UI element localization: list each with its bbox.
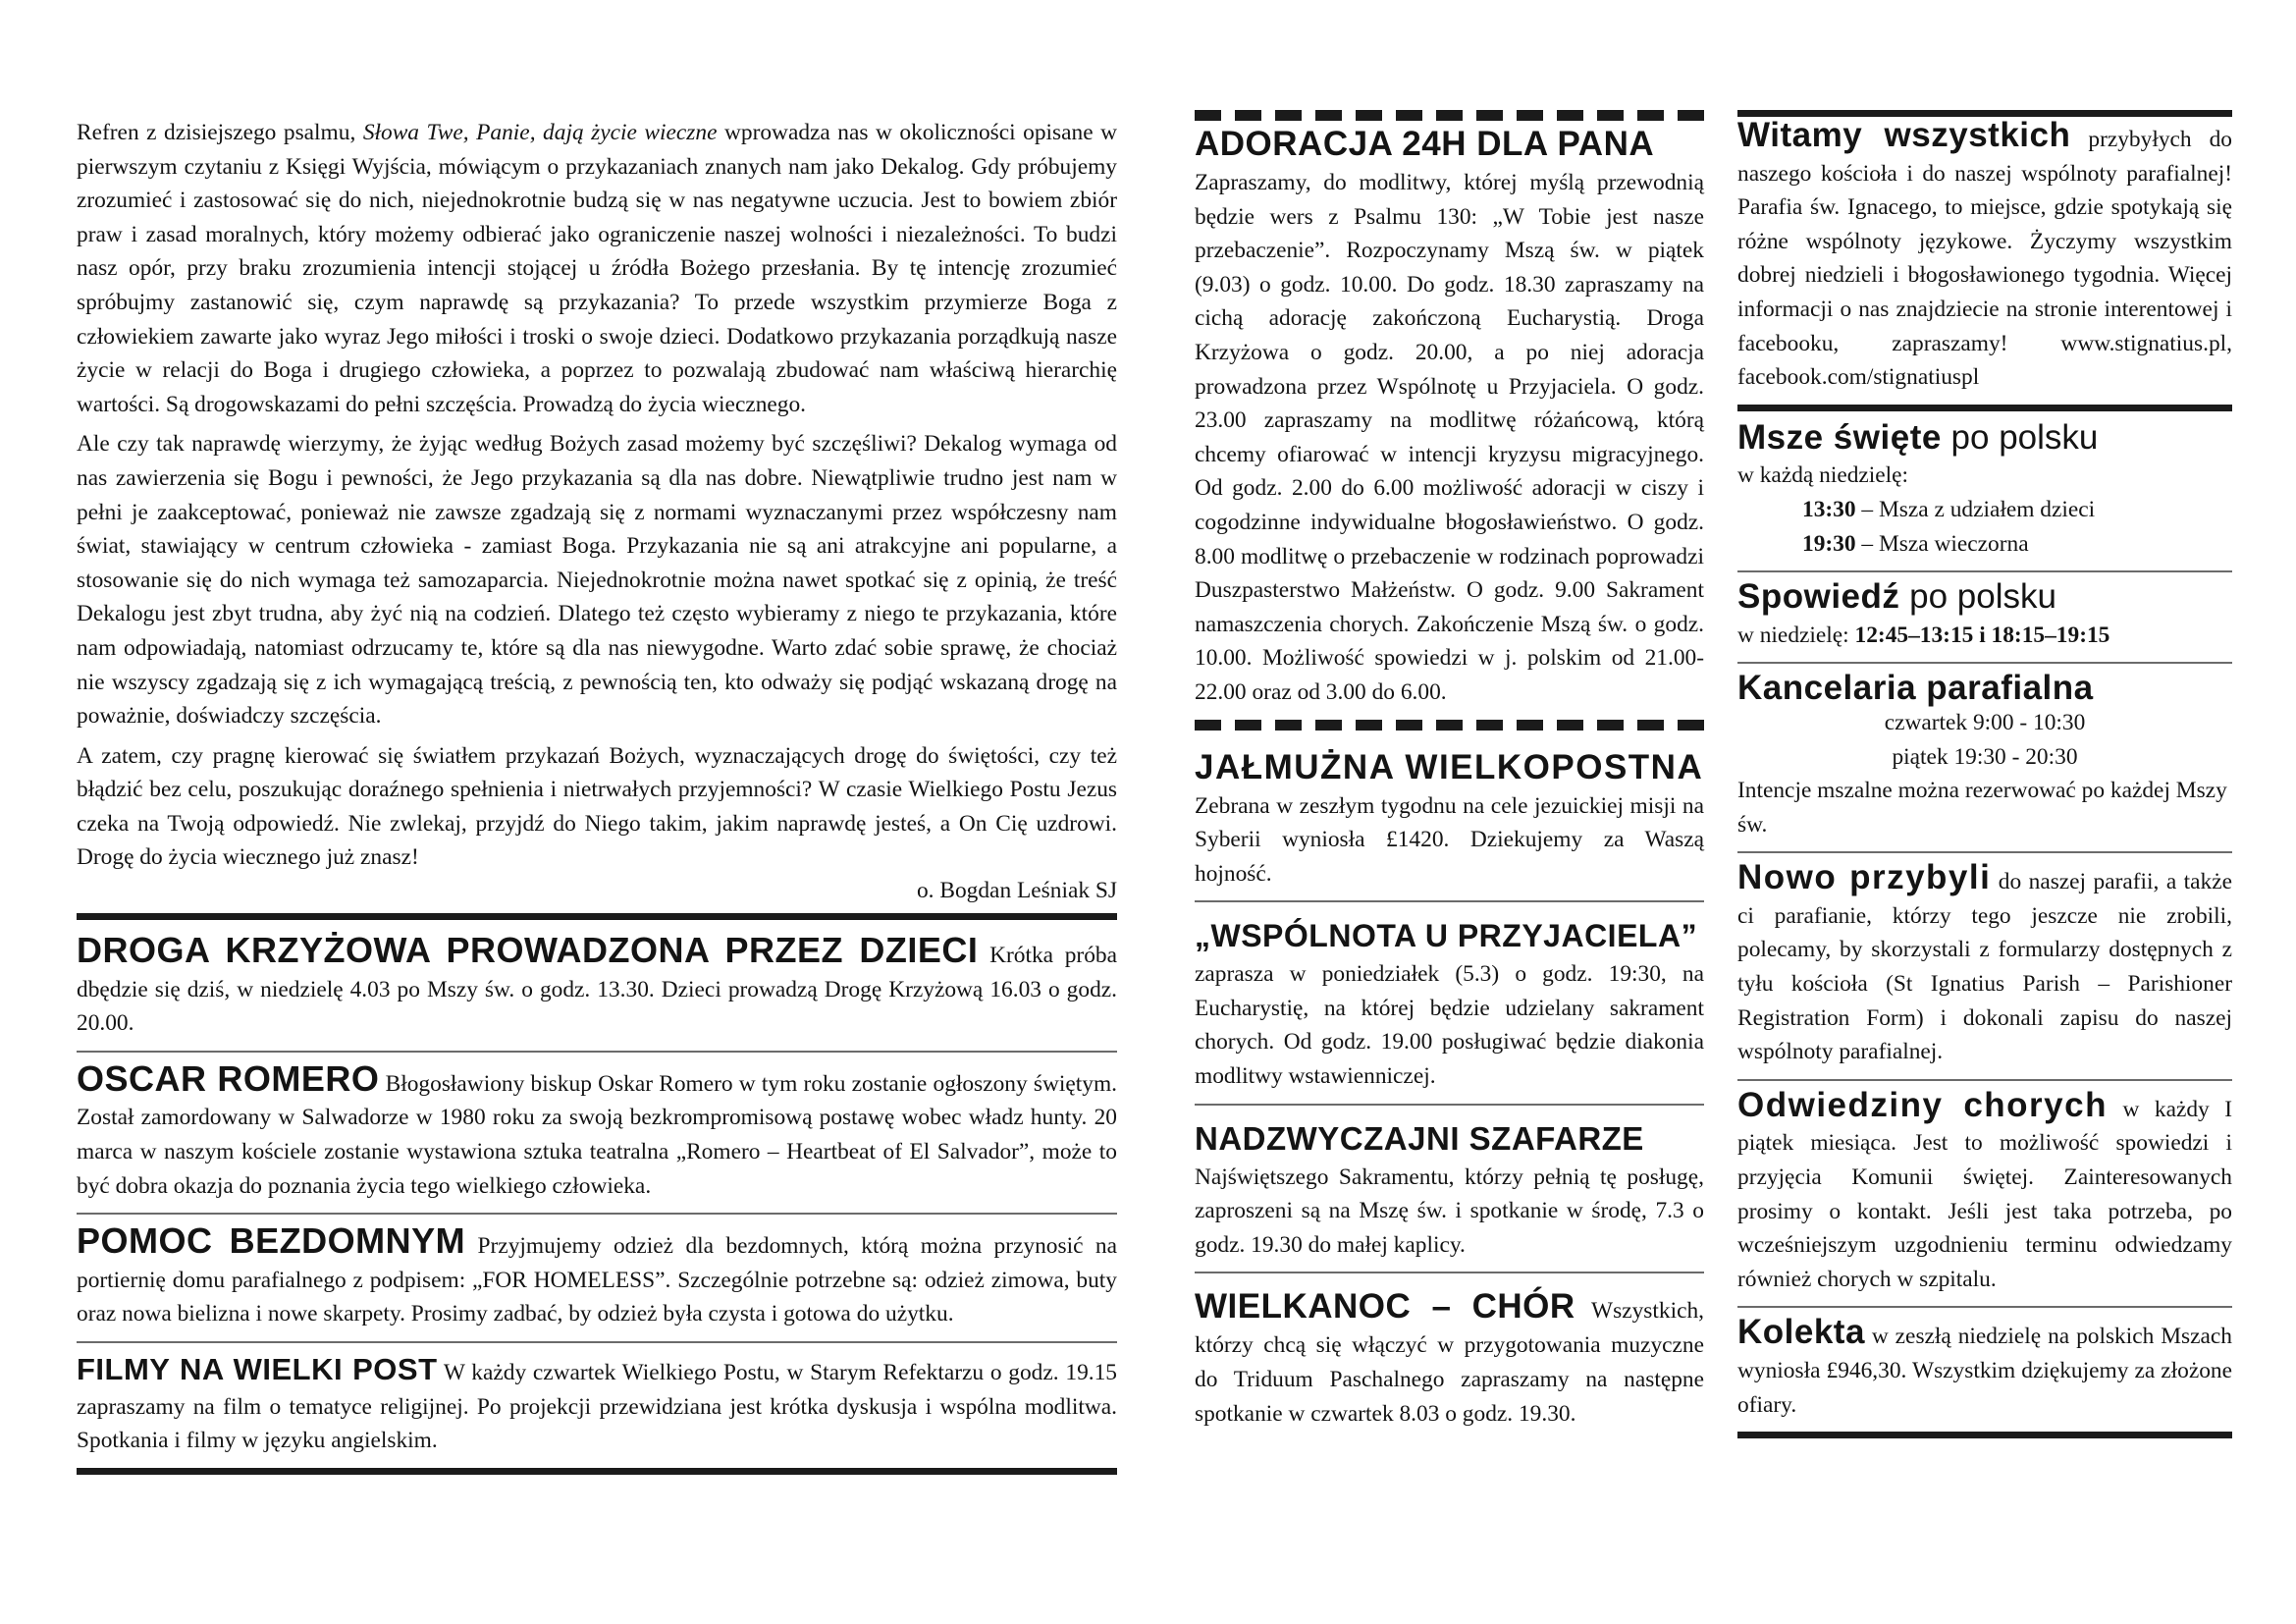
masses-title: Msze święte [1737,417,1942,457]
right-column [1737,110,2232,1438]
reflection-paragraph-1 [77,116,1117,421]
mass-desc: – Msza wieczorna [1855,530,2029,557]
collection-block [1737,1308,2232,1432]
notice-pomoc-bezdomnym [77,1215,1117,1341]
notice-text: Przyjmujemy odzież dla bezdomnych, którą można przynosić na portiernię domu parafialnego z podpisem: „FOR HOMELESS”. Szczególnie potrzebne są: odzież zimowa, buty oraz nowa bielizna i nowe skarpety. Prosimy zadbać, by odzież była czysta i gotowa do użytku. [77,1233,1117,1327]
psalm-refrain: Słowa Twe, Panie, dają życie wieczne [362,120,718,145]
article-signature: o. Bogdan Leśniak SJ [916,878,1117,904]
masses-intro: w każdą niedzielę: [1737,462,1909,489]
reflection-p1-rest: wprowadza nas w okoliczności opisane w pierwszym czytaniu z Księgi Wyjścia, mówiącym o przykazaniach znanych nam jako Dekalog. Gdy próbujemy zrozumieć i zastosować się do nich, niejednokrotnie budzą się w nas negatywne uczucia. Jest to bowiem zbiór praw i zasad moralnych, który możemy odbierać jako ograniczenie naszej wolności i niezależności. To budzi nasz opór, przy braku zrozumienia intencji stojącej u źródła Bożego przesłania. By tę intencję zrozumieć spróbujmy zastanowić się, czym naprawdę są przykazania? To przede wszystkim przymierze Boga z człowiekiem zawarte jako wyraz Jego miłości i troski o swoje dzieci. Dodatkowo przykazania porządkują nasze życie w relacji do Boga i drugiego człowieka, a poprzez to pozwalają zbudować nam właściwą hierarchię wartości. Są drogowskazami do pełni szczęścia. Prowadzą do życia wiecznego. [77,120,1117,417]
collection-text: w zeszłą niedzielę na polskich Mszach wyniosła £946,30. Wszystkim dziękujemy za złożone ofiary. [1737,1324,2232,1418]
reflection-article [77,116,1117,907]
sick-visits-title: Odwiedziny chorych [1737,1085,2108,1124]
mass-time: 13:30 [1802,496,1856,522]
notice-title: OSCAR ROMERO [77,1057,380,1099]
office-title: Kancelaria parafialna [1737,669,2094,708]
notice-text: Najświętszego Sakramentu, którzy pełnią tę posługę, zaproszeni są na Mszę św. i spotkanie w środę, 7.3 o godz. 19.30 do małej kaplicy. [1195,1164,1704,1258]
notice-title: POMOC BEZDOMNYM [77,1220,466,1262]
welcome-block [1737,117,2232,405]
notice-text: Zebrana w zeszłym tygodnu na cele jezuickiej misji na Syberii wyniosła £1420. Dziekujemy za Waszą hojność. [1195,792,1704,887]
sick-visits-block [1737,1081,2232,1307]
confession-label: w niedzielę: [1737,622,1855,648]
section-divider-thick [77,1468,1117,1475]
reflection-p1-start: Refren z dzisiejszego psalmu, [77,120,363,145]
notice-title: JAŁMUŻNA WIELKOPOSTNA [1195,747,1704,786]
section-divider-thick [1737,1432,2232,1438]
sick-visits-text: w każdy I piątek miesiąca. Jest to możliwość spowiedzi i przyjęcia Komunii świętej. Zainteresowanych prosimy o kontakt. Jeśli jest taka potrzeba, po wcześniejszym uzgodnieniu terminu odwiedzamy również chorych w szpitalu. [1737,1096,2232,1292]
confession-block [1737,572,2232,662]
notice-filmy [77,1343,1117,1468]
notice-adoracja [1195,121,1704,720]
notice-jalmuzna [1195,731,1704,901]
notice-text: zaprasza w poniedziałek (5.3) o godz. 19:30, na Eucharystię, na której będzie udzielany sakrament chorych. Od godz. 19.00 posługiwać będzie diakonia modlitwy wstawienniczej. [1195,961,1704,1090]
welcome-title: Witamy wszystkich [1737,116,2071,154]
confession-subtitle: po polsku [1899,577,2056,617]
notice-szafarze [1195,1106,1704,1272]
reflection-paragraph-3: A zatem, czy pragnę kierować się światłem przykazań Bożych, wyznaczających drogę do świętości, czy też błądzić bez celu, poszukując doraźnego spełnienia i nietrwałych przyjemności? W czasie Wielkiego Postu Jezus czeka na Twoją odpowiedź. Nie zwlekaj, przyjdź do Niego takim, jakim naprawdę jesteś, a On Cię uzdrowi. Drogę do życia wiecznego już znasz! [77,742,1117,871]
office-block [1737,664,2232,851]
confession-times: 12:45–13:15 i 18:15–19:15 [1854,622,2110,648]
welcome-text: przybyłych do naszego kościoła i do naszej wspólnoty parafialnej! Parafia św. Ignacego, to miejsce, gdzie spotykają się różne wspólnoty językowe. Życzymy wszystkim dobrej niedzieli i błogosławionego tygodnia. Więcej informacji o nas znajdziecie na stronie interentowej i facebooku, zapraszamy! www.stignatius.pl, facebook.com/stignatiuspl [1737,127,2232,391]
dashed-divider [1195,720,1704,731]
dashed-divider [1195,110,1704,121]
notice-title: DROGA KRZYŻOWA PROWADZONA PRZEZ DZIECI [77,930,979,971]
newcomers-title: Nowo przybyli [1737,858,1992,897]
left-column [77,116,1117,1475]
notice-wielkanoc-chor [1195,1273,1704,1440]
notice-title: WIELKANOC – CHÓR [1195,1287,1575,1326]
notice-text: Wszystkich, którzy chcą się włączyć w przygotowania muzyczne do Triduum Paschalnego zapraszamy na następne spotkanie w czwartek 8.03 o godz. 19.30. [1195,1298,1704,1427]
confession-title: Spowiedź [1737,577,1900,617]
masses-subtitle: po polsku [1941,417,2099,457]
mass-time: 19:30 [1802,530,1856,557]
collection-title: Kolekta [1737,1313,1865,1352]
notice-text: Błogosławiony biskup Oskar Romero w tym roku zostanie ogłoszony świętym. Został zamordowany w Salwadorze w 1980 roku za swoją bezkrompromisową postawę wobec władz hunty. 20 marca w naszym kościele zostanie wystawiona sztuka teatralna „Romero – Heartbeat of El Salvador”, może to być dobra okazja do poznania życia tego wielkiego człowieka. [77,1070,1118,1199]
notice-title: NADZWYCZAJNI SZAFARZE [1195,1119,1644,1157]
masses-block [1737,411,2232,570]
office-hours-1: czwartek 9:00 - 10:30 [1884,709,2086,735]
newcomers-text: do naszej parafii, a także ci parafianie, którzy tego jeszcze nie zrobili, polecamy, by skorzystali z formularzy dostępnych z tyłu kościoła (St Ignatius Parish – Parishioner Registration Form) i dokonali zapisu do naszej wspólnoty parafialnej. [1737,869,2232,1065]
office-text: Intencje mszalne można rezerwować po każdej Mszy św. [1737,778,2227,838]
section-divider-thick [1737,405,2232,411]
office-hours-2: piątek 19:30 - 20:30 [1892,743,2078,770]
mass-desc: – Msza z udziałem dzieci [1855,496,2096,522]
notice-droga-krzyzowa [77,920,1117,1051]
notice-oscar-romero [77,1053,1117,1213]
mass-row [1737,493,2232,527]
notice-wspolnota [1195,902,1704,1103]
notice-title: FILMY NA WIELKI POST [77,1352,438,1386]
newcomers-block [1737,853,2232,1079]
notice-text: W każdy czwartek Wielkiego Postu, w Starym Refektarzu o godz. 19.15 zapraszamy na film o tematyce religijnej. Po projekcji przewidziana jest krótka dyskusja i wspólna modlitwa. Spotkania i filmy w języku angielskim. [77,1360,1118,1454]
notice-text: Krótka próba dbędzie się dziś, w niedzielę 4.03 po Mszy św. o godz. 13.30. Dzieci prowadzą Drogę Krzyżową 16.03 o godz. 20.00. [77,943,1117,1037]
reflection-paragraph-2: Ale czy tak naprawdę wierzymy, że żyjąc według Bożych zasad możemy być szczęśliwi? Dekalog wymaga od nas zawierzenia się Bogu i pewności, że Jego przykazania są dla nas dobre. Niewątpliwie trudno jest nam w pełni je zaakceptować, ponieważ nie zawsze zgadzają się z normami wyznaczanymi przez współczesny nam świat, stawiający w centrum człowieka - zamiast Boga. Przykazania nie są ani atrakcyjne ani popularne, a stosowanie się do nich wymaga też samozaparcia. Niejednokrotnie można nawet spotkać się z opinią, że treść Dekalogu jest zbyt trudna, aby żyć nią na codzień. Dlatego też często wybieramy z niego te przykazania, które nam odpowiadają, natomiast odrzucamy te, które są dla nas niewygodne. Warto zdać sobie sprawę, że chociaż nie wszyscy zgadzają się z ich wymagającą treścią, z pewnością ten, kto odważy się podjąć wskazaną drogę na poważnie, doświadczy szczęścia. [77,431,1117,730]
notice-title: ADORACJA 24H DLA PANA [1195,125,1655,163]
middle-column [1195,110,1704,1440]
notice-title: „WSPÓLNOTA U PRZYJACIELA” [1195,918,1698,954]
notice-text: Zapraszamy, do modlitwy, której myślą przewodnią będzie wers z Psalmu 130: „W Tobie jest nasze przebaczenie”. Rozpoczynamy Mszą św. w piątek (9.03) o godz. 10.00. Do godz. 18.30 zapraszamy na cichą adorację zakończoną Eucharystią. Droga Krzyżowa o godz. 20.00, a po niej adoracja prowadzona przez Wspólnotę u Przyjaciela. O godz. 23.00 zapraszamy na modlitwę różańcową, którą chcemy ofiarować w intencji kryzysu migracyjnego. Od godz. 2.00 do 6.00 możliwość adoracji w ciszy i cogodzinne indywidualne błogosławieństwo. O godz. 8.00 modlitwę o przebaczenie w rodzinach poprowadzi Duszpasterstwo Małżeństw. O godz. 9.00 Sakrament namaszczenia chorych. Zakończenie Mszą św. o godz. 10.00. Możliwość spowiedzi w j. polskim od 21.00-22.00 oraz od 3.00 do 6.00. [1195,170,1704,705]
mass-row [1737,527,2232,562]
section-divider-thick [77,913,1117,920]
